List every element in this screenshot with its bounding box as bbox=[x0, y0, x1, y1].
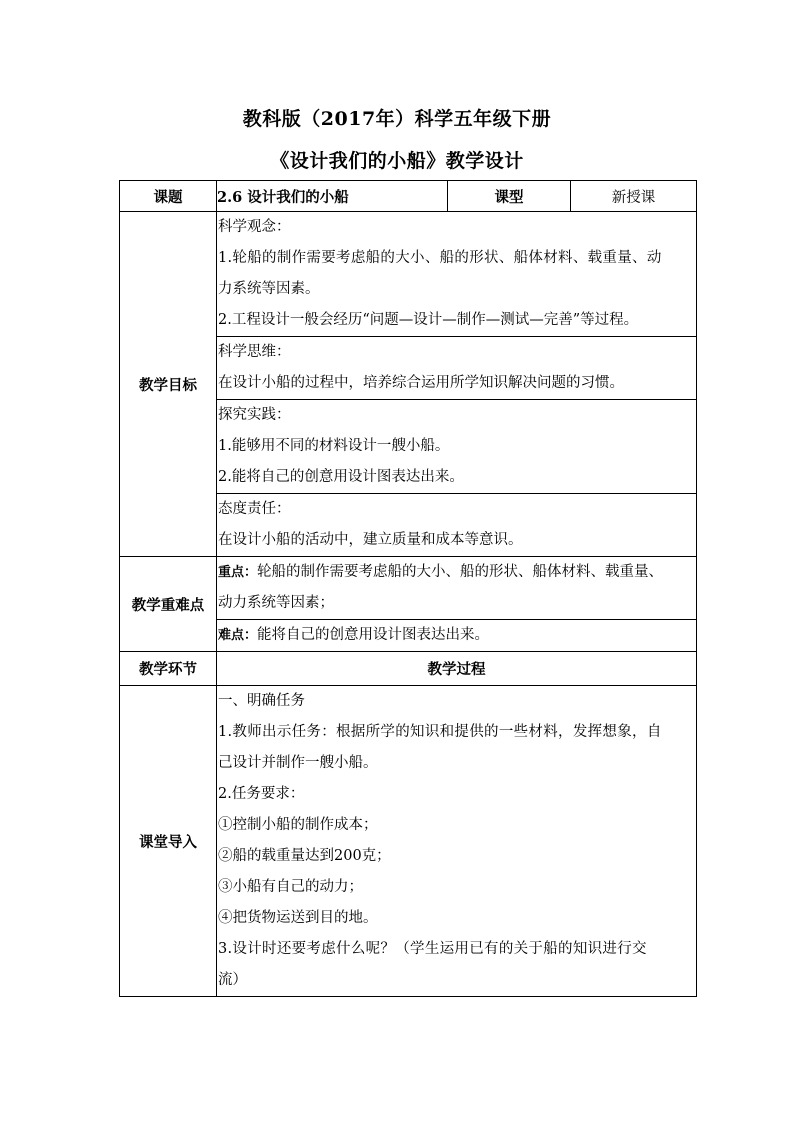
key-label: 教学重难点 bbox=[120, 557, 217, 652]
difficulty-prefix: 难点： bbox=[218, 628, 258, 643]
goal-line: 在设计小船的过程中，培养综合运用所学知识解决问题的习惯。 bbox=[218, 375, 624, 391]
process-stage-label: 教学环节 bbox=[120, 652, 217, 686]
goal-line: 科学思维： bbox=[218, 344, 291, 360]
intro-line: ④把货物运送到目的地。 bbox=[218, 910, 378, 926]
goal-line: 2.能将自己的创意用设计图表达出来。 bbox=[218, 469, 464, 485]
goal-line: 2.工程设计一般会经历“问题—设计—制作—测试—完善”等过程。 bbox=[218, 312, 639, 328]
type-label: 课型 bbox=[448, 181, 571, 212]
topic-label: 课题 bbox=[120, 181, 217, 212]
goals-block-concept bbox=[217, 212, 697, 337]
key-point-text-cont: 动力系统等因素； bbox=[218, 595, 334, 611]
document-title: 教科版（2017年）科学五年级下册 bbox=[242, 108, 552, 130]
intro-line: ③小船有自己的动力； bbox=[218, 879, 363, 895]
intro-line: ②船的载重量达到200克； bbox=[218, 848, 391, 864]
intro-line: ①控制小船的制作成本； bbox=[218, 817, 378, 833]
intro-line: 3.设计时还要考虑什么呢？（学生运用已有的关于船的知识进行交 bbox=[218, 941, 647, 957]
type-value: 新授课 bbox=[571, 181, 697, 212]
document-subtitle: 《设计我们的小船》教学设计 bbox=[270, 150, 524, 172]
goals-block-thinking bbox=[217, 337, 697, 400]
intro-line: 己设计并制作一艘小船。 bbox=[218, 755, 378, 771]
goals-label: 教学目标 bbox=[120, 212, 217, 557]
topic-row bbox=[120, 181, 697, 212]
intro-content bbox=[217, 686, 697, 997]
intro-line: 一、明确任务 bbox=[218, 693, 305, 709]
goal-line: 探究实践： bbox=[218, 407, 291, 423]
key-point-cell bbox=[217, 557, 697, 620]
goal-line: 力系统等因素。 bbox=[218, 281, 320, 297]
process-header-row bbox=[120, 652, 697, 686]
goal-line: 科学观念： bbox=[218, 219, 291, 235]
key-row bbox=[120, 557, 697, 620]
goals-row-1 bbox=[120, 212, 697, 337]
intro-line: 2.任务要求： bbox=[218, 786, 305, 802]
topic-value: 2.6 设计我们的小船 bbox=[217, 188, 349, 206]
goals-block-practice bbox=[217, 400, 697, 494]
intro-label: 课堂导入 bbox=[120, 686, 217, 997]
intro-line: 流） bbox=[218, 972, 247, 988]
goal-line: 1.轮船的制作需要考虑船的大小、船的形状、船体材料、载重量、动 bbox=[218, 250, 662, 266]
difficulty-cell bbox=[217, 620, 697, 652]
lesson-plan-table bbox=[119, 180, 697, 997]
intro-line: 1.教师出示任务：根据所学的知识和提供的一些材料，发挥想象，自 bbox=[218, 724, 662, 740]
goal-line: 在设计小船的活动中，建立质量和成本等意识。 bbox=[218, 532, 523, 548]
goal-line: 1.能够用不同的材料设计一艘小船。 bbox=[218, 438, 450, 454]
key-point-prefix: 重点： bbox=[218, 565, 258, 580]
goals-block-attitude bbox=[217, 494, 697, 557]
difficulty-text: 能将自己的创意用设计图表达出来。 bbox=[257, 627, 490, 643]
intro-row bbox=[120, 686, 697, 997]
goal-line: 态度责任： bbox=[218, 501, 291, 517]
key-point-text: 轮船的制作需要考虑船的大小、船的形状、船体材料、载重量、 bbox=[257, 564, 664, 580]
process-title: 教学过程 bbox=[217, 652, 697, 686]
